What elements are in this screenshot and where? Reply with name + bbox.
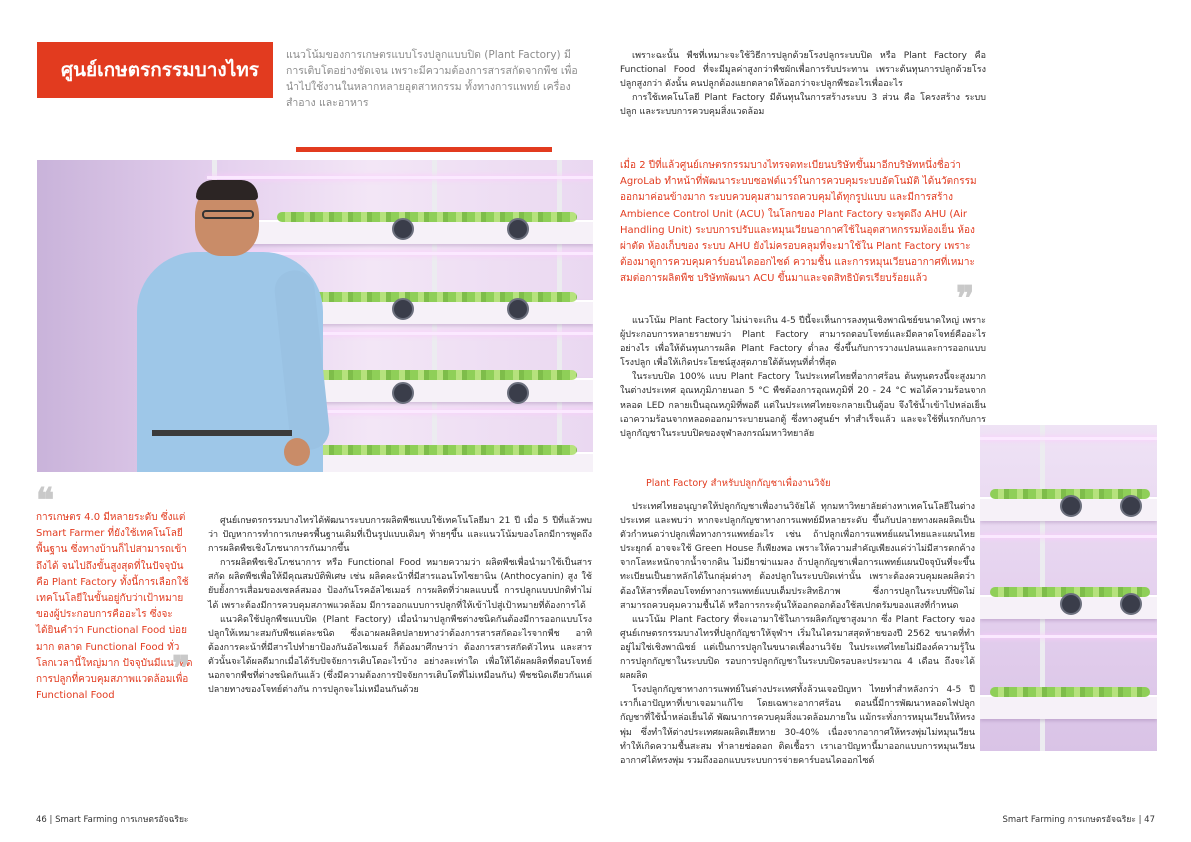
plant-shelf-photo [980, 425, 1157, 751]
paragraph: เพราะฉะนั้น พืชที่เหมาะจะใช้วิธีการปลูกด้วยโรงปลูกระบบปิด หรือ Plant Factory คือ Functional Food ที่จะมีมูลค่าสูงกว่าพืชผักเพื่อการรับประทาน เพราะต้นทุนการปลูกด้วยโรงปลูกสูงกว่า ดังนั้น คนปลูกต้องแยกตลาดให้ออกว่าจะปลูกพืชอะไรเพื่ออะไร [620, 51, 986, 90]
footer-left: 46 | Smart Farming การเกษตรอัจฉริยะ [36, 815, 189, 825]
paragraph: ศูนย์เกษตรกรรมบางไทรได้พัฒนาระบบการผลิตพืชแบบใช้เทคโนโลยีมา 21 ปี เมื่อ 5 ปีที่แล้วพบว่า ปัญหาการทำการเกษตรพื้นฐานเดิมที่เป็นรูปแบบเดิมๆ ท้ายๆขึ้น และแนวโน้มของโลกมีการพูดถึงการผลิตพืชเชิงโภชนาการกันมากขึ้น [208, 516, 592, 555]
pull-quote-right: เมื่อ 2 ปีที่แล้วศูนย์เกษตรกรรมบางไทรจดทะเบียนบริษัทขึ้นมาอีกบริษัทหนึ่งชื่อว่า AgroLab ทำหน้าที่พัฒนาระบบซอฟต์แวร์ในการควบคุมระบบอัตโนมัติ ได้นวัตกรรมออกมาค่อนข้างมาก ระบบควบคุมสามารถควบคุมได้ทุกรูปแบบ และมีการสร้าง Ambience Control Unit (ACU) ในโลกของ Plant Factory จะพูดถึง AHU (Air Handling Unit) ระบบการปรับและหมุนเวียนอากาศใช้ในอุตสาหกรรมห้องเย็น ห้องผ่าตัด ห้องเก็บของ ระบบ AHU ยังไม่ครอบคลุมที่จะมาใช้ใน Plant Factory เพราะต้องมาดูการควบคุมคาร์บอนไดออกไซด์ ความชื้น และการหมุนเวียนอากาศที่เหมาะสมต่อการผลิตพืช บริษัทพัฒนา ACU ขึ้นมาและจดสิทธิบัตรเรียบร้อยแล้ว [620, 160, 977, 285]
quote-open-icon: ❝ [36, 481, 55, 521]
paragraph: การผลิตพืชเชิงโภชนาการ หรือ Functional Food หมายความว่า ผลิตพืชเพื่อนำมาใช้เป็นสารสกัด ผลิตพืชเพื่อให้มีคุณสมบัติพิเศษ เช่น ผลิตคะน้าที่มีสารแอนโทไซยานิน (Anthocyanin) สูง ใช้ยับยั้งการเสื่อมของเซลล์สมอง ป้องกันโรคอัลไซเมอร์ การผลิตที่ว่าผลแบบนี้ การปลูกแบบปกติทำไม่ได้ เพราะต้องมีการควบคุมสภาพแวดล้อม มีการออกแบบการปลูกที่ให้เข้าไปสู่เป้าหมายที่ต้องการได้ [208, 558, 592, 611]
right-body-top [620, 49, 986, 119]
footer-right: Smart Farming การเกษตรอัจฉริยะ | 47 [1002, 815, 1155, 825]
section-subheading: Plant Factory สำหรับปลูกกัญชาเพื่องานวิจัย [646, 478, 831, 489]
article-title: ศูนย์เกษตรกรรมบางไทร [37, 42, 273, 98]
quote-close-icon: ❞ [172, 649, 191, 689]
paragraph: โรงปลูกกัญชาทางการแพทย์ในต่างประเทศทั้งล้วนเจอปัญหา ไทยทำสำหลังกว่า 4-5 ปี เราก็เอาปัญหาที่เขาเจอมาแก้ไข โดยเฉพาะอากาศร้อน ตอนนี้มีการพัฒนาหลอดไฟปลูกกัญชาที่ใช้น้ำหล่อเย็นได้ พัฒนาการควบคุมสิ่งแวดล้อมภายใน แม้กระทั่งการหมุนเวียนให้ทรงพุ่ม ซึ่งทำให้ต่างประเทศผลผลิตเสียหาย 30-40% เนื่องจากอากาศให้ทรงพุ่มไม่หมุนเวียน ทำให้เกิดความชื้นสะสม ทำลายช่อดอก ติดเชื้อรา เราเอาปัญหานี้มาออกแบบการหมุนเวียนอากาศได้ทรงพุ่ม รวมถึงออกแบบระบบการจ่ายคาร์บอนไดออกไซด์ [620, 685, 975, 766]
left-body-column [208, 514, 592, 697]
right-body-mid [620, 314, 986, 441]
paragraph: การใช้เทคโนโลยี Plant Factory มีต้นทุนในการสร้างระบบ 3 ส่วน คือ โครงสร้าง ระบบปลูก และระบบการควบคุมสิ่งแวดล้อม [620, 93, 986, 118]
pull-quote-left: การเกษตร 4.0 มีหลายระดับ ซึ่งแต่ Smart Farmer ที่ยังใช้เทคโนโลยีพื้นฐาน ซึ่งทางบ้านก็ไปสามารถเข้าถึงได้ จนไปถึงขั้นสูงสุดที่ในปัจจุบันคือ Plant Factory ทั้งนี้การเลือกใช้เทคโนโลยีในขั้นอยู่กับว่าเป้าหมายของผู้ประกอบการคืออะไร ซึ่งจะได้ยินคำว่า Functional Food บ่อยมาก ตลาด Functional Food ทั่วโลกเวลานี้ใหญ่มาก ปัจจุบันมีแนวคิดการปลูกที่ควบคุมสภาพแวดล้อมเพื่อ Functional Food [36, 512, 193, 702]
plant-factory-photo [37, 160, 593, 472]
accent-divider [296, 147, 552, 152]
person-figure [132, 180, 332, 472]
paragraph: ในระบบปิด 100% แบบ Plant Factory ในประเทศไทยที่อากาศร้อน ต้นทุนตรงนี้จะสูงมาก ในต่างประเทศ อุณหภูมิภายนอก 5 °C พืชต้องการอุณหภูมิที่ 20 - 24 °C พอได้ความร้อนจากหลอด LED กลายเป็นอุณหภูมิที่พอดี แต่ในประเทศไทยจะกลายเป็นตู้อบ จึงใช้น้ำเข้าไปหล่อเย็นเอาความร้อนจากหลอดออกมาระบายนอกตู้ ซึ่งทางศูนย์ฯ ทำสำเร็จแล้ว และจะใช้ที่แรกกับการปลูกกัญชาในระบบปิดของจุฬาลงกรณ์มหาวิทยาลัย [620, 372, 986, 439]
right-body-bottom [620, 500, 975, 768]
intro-text: แนวโน้มของการเกษตรแบบโรงปลูกแบบปิด (Plant Factory) มีการเติบโตอย่างชัดเจน เพราะมีความต้องการสารสกัดจากพืช เพื่อนำไปใช้งานในหลากหลายอุตสาหกรรม ทั้งทางการแพทย์ เครื่องสำอาง และอาหาร [286, 49, 578, 109]
quote-close-icon: ❞ [956, 279, 975, 319]
paragraph: แนวโน้ม Plant Factory ไม่น่าจะเกิน 4-5 ปีนี้จะเห็นการลงทุนเชิงพาณิชย์ขนาดใหญ่ เพราะผู้ประกอบการหลายรายพบว่า Plant Factory สามารถตอบโจทย์และมีตลาดโจทย์คืออะไรอย่างไร เพื่อให้ต้นทุนการผลิต Plant Factory ต่ำลง ซึ่งขึ้นกับการวางแปลนและการออกแบบโรงปลูก เพื่อให้เกิดประโยชน์สูงสุดภายใต้ต้นทุนที่ต่ำที่สุด [620, 316, 986, 369]
paragraph: แนวคิดใช้ปลูกพืชแบบปิด (Plant Factory) เมื่อนำมาปลูกพืชต่างชนิดกันต้องมีการออกแบบโรงปลูกให้เหมาะสมกับพืชแต่ละชนิด ซึ่งเอาผลผลิตปลายทางว่าต้องการสารสกัดอะไรจากพืช อาทิ ต้องการคะน้าที่มีสารไปทำยาป้องกันอัลไซเมอร์ ก็ต้องมาศึกษาว่า ต้องการสารสกัดตัวไหน และสารตัวนั้นจะได้ผลดีมากเมื่อได้รับปัจจัยการเติบโตอะไรบ้าง อย่างละเท่าใด เพื่อให้ได้ผลผลิตที่ตอบโจทย์ นอกจากพืชที่ต่างชนิดกันแล้ว (ซึ่งมีความต้องการปัจจัยการเติบโตที่ไม่เหมือนกัน) พืชชนิดเดียวกันแต่ปลายทางของโจทย์ต่างกัน การปลูกจะไม่เหมือนกันด้วย [208, 614, 592, 696]
paragraph: ประเทศไทยอนุญาตให้ปลูกกัญชาเพื่องานวิจัยได้ ทุกมหาวิทยาลัยต่างหาเทคโนโลยีในต่างประเทศ และพบว่า หากจะปลูกกัญชาทางการแพทย์มีหลายระดับ ขึ้นกับปลายทางผลผลิตเป็นตัวกำหนดว่าปลูกเพื่อทางการแพทย์อะไร เช่น ถ้าปลูกเพื่อการแพทย์แผนไทยและแผนไทยประยุกต์ อาจจะใช้ Green House ก็เพียงพอ เพราะให้ความสำคัญเพียงแค่ว่าไม่มีสารตกค้างจากโลหะหนักจากน้ำจากดิน ไม่มียาฆ่าแมลง ถ้าปลูกกัญชาเพื่อการแพทย์แผนปัจจุบันที่จะขึ้นทะเบียนเป็นยาหลักได้ในกลุ่มต่างๆ ต้องปลูกในระบบปิดเท่านั้น เพราะต้องควบคุมผลผลิตว่าต้องให้สารที่ตอบโจทย์ทางการแพทย์แบบเต็มประสิทธิภาพ ซึ่งการปลูกในระบบที่ปิดไม่สามารถควบคุมความชื้นได้ หรือการกระตุ้นให้ออกดอกต้องใช้สเปกตรัมของแสงที่กำหนด [620, 502, 975, 611]
paragraph: แนวโน้ม Plant Factory ที่จะเอามาใช้ในการผลิตกัญชาสูงมาก ซึ่ง Plant Factory ของศูนย์เกษตรกรรมบางไทรที่ปลูกกัญชาให้จุฬาฯ เริ่มในไตรมาสสุดท้ายของปี 2562 ขนาดที่ทำอยู่ไม่ใช่เชิงพาณิชย์ แต่เป็นการปลูกในขนาดเพื่องานวิจัย ในประเทศไทยไม่มีองค์ความรู้ในการปลูกกัญชาในระบบปิด รอบการปลูกกัญชาในระบบปิดรอบละประมาณ 4 เดือน ถึงจะได้ผลผลิต [620, 614, 975, 682]
